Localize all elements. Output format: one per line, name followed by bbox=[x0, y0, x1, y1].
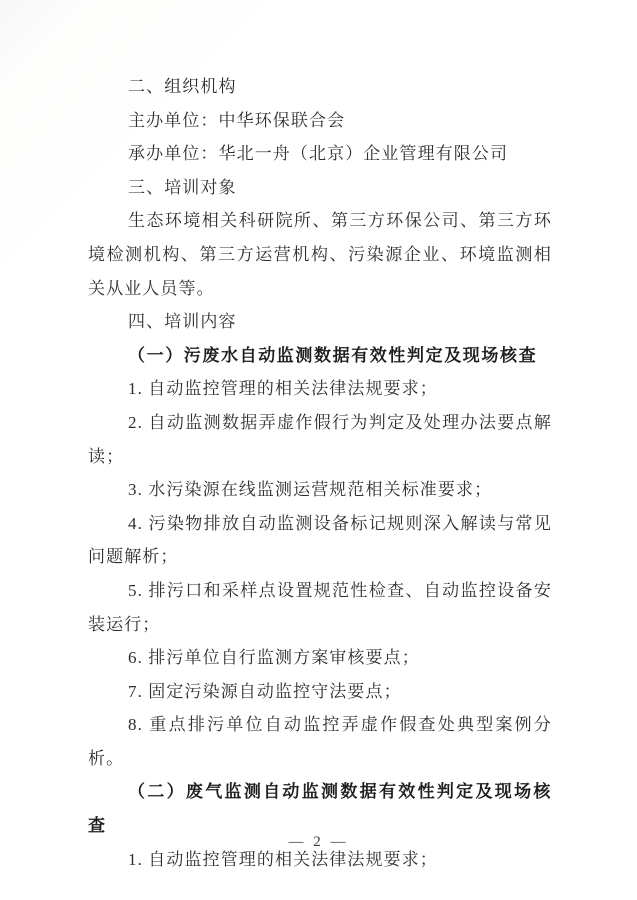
section-heading-organization: 二、组织机构 bbox=[128, 77, 237, 96]
trainees-paragraph: 生态环境相关科研院所、第三方环保公司、第三方环境检测机构、第三方运营机构、污染源企业、环境监测相关从业人员等。 bbox=[88, 211, 552, 298]
organizer-unit-line: 承办单位：华北一舟（北京）企业管理有限公司 bbox=[128, 144, 509, 164]
wastewater-item-7: 7. 固定污染源自动监控守法要点； bbox=[128, 681, 402, 701]
wastewater-item-4: 4. 污染物排放自动监测设备标记规则深入解读与常见问题解析； bbox=[88, 513, 552, 567]
exhaust-gas-item-1: 1. 自动监控管理的相关法律法规要求； bbox=[128, 849, 438, 869]
host-unit-line: 主办单位：中华环保联合会 bbox=[128, 110, 346, 130]
subheading-wastewater-monitoring: （一）污废水自动监测数据有效性判定及现场核查 bbox=[128, 345, 538, 365]
document-body bbox=[88, 70, 552, 876]
wastewater-item-3: 3. 水污染源在线监测运营规范相关标准要求； bbox=[128, 480, 493, 500]
wastewater-item-6: 6. 排污单位自行监测方案审核要点； bbox=[128, 648, 420, 668]
subheading-exhaust-gas-monitoring: （二）废气监测自动监测数据有效性判定及现场核查 bbox=[88, 782, 552, 836]
wastewater-item-2: 2. 自动监测数据弄虚作假行为判定及处理办法要点解读； bbox=[88, 412, 552, 466]
wastewater-item-5: 5. 排污口和采样点设置规范性检查、自动监控设备安装运行； bbox=[88, 580, 552, 634]
page-number: — 2 — bbox=[288, 834, 349, 850]
wastewater-item-8: 8. 重点排污单位自动监控弄虚作假查处典型案例分析。 bbox=[88, 715, 552, 768]
section-heading-trainees: 三、培训对象 bbox=[128, 177, 237, 197]
wastewater-item-1: 1. 自动监控管理的相关法律法规要求； bbox=[128, 379, 438, 399]
section-heading-training-content: 四、培训内容 bbox=[128, 312, 237, 332]
